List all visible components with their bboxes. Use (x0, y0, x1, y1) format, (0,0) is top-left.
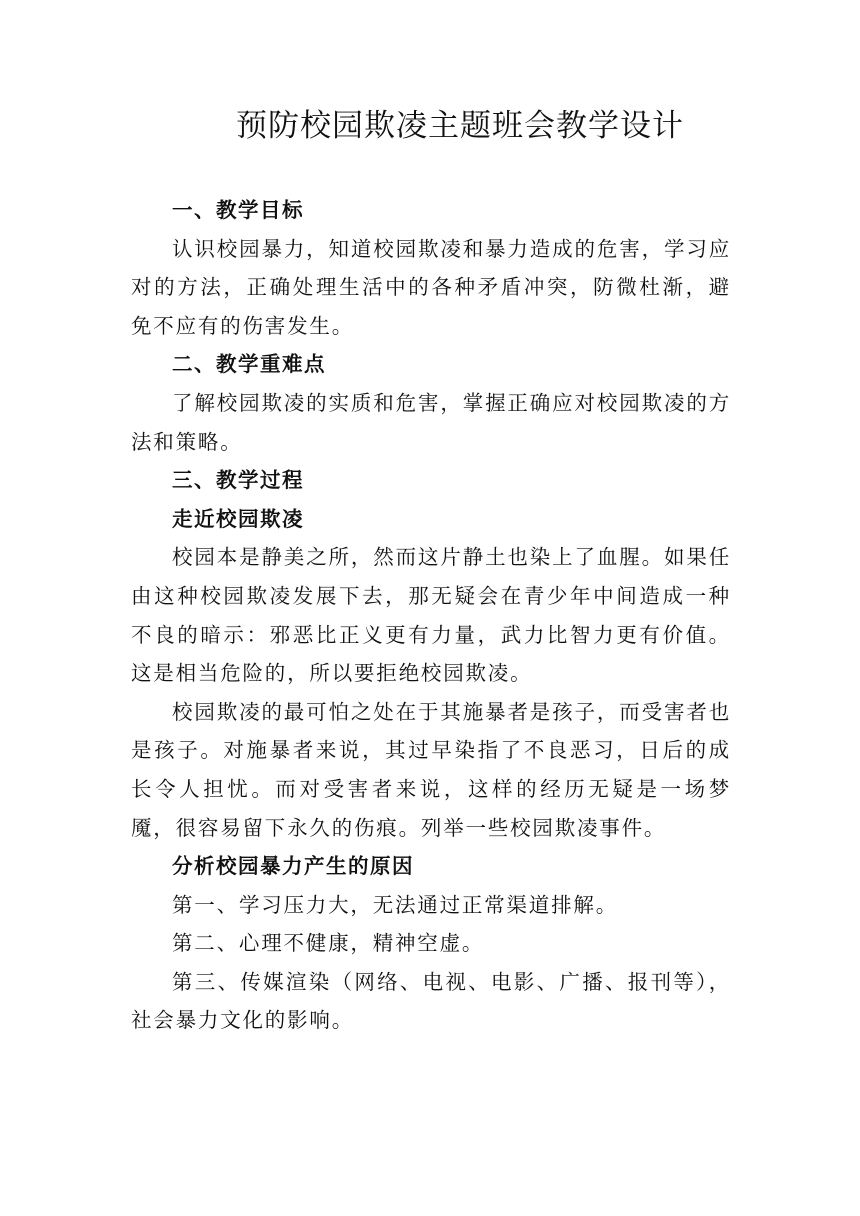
paragraph-goals: 认识校园暴力，知道校园欺凌和暴力造成的危害，学习应对的方法，正确处理生活中的各种矛盾冲突，防微杜渐，避免不应有的伤害发生。 (131, 236, 731, 338)
section-heading-process: 三、教学过程 (172, 468, 304, 493)
document-body (131, 191, 731, 1040)
section-heading-goals: 一、教学目标 (172, 198, 304, 222)
subheading-approach: 走近校园欺凌 (172, 506, 304, 531)
paragraph-key-points: 了解校园欺凌的实质和危害，掌握正确应对校园欺凌的方法和策略。 (131, 390, 731, 454)
paragraph-approach-2: 校园欺凌的最可怕之处在于其施暴者是孩子，而受害者也是孩子。对施暴者来说，其过早染指了不良恶习，日后的成长令人担忧。而对受害者来说，这样的经历无疑是一场梦魇，很容易留下永久的伤痕。列举一些校园欺凌事件。 (131, 699, 731, 840)
document-title: 预防校园欺凌主题班会教学设计 (236, 108, 684, 144)
subheading-causes: 分析校园暴力产生的原因 (172, 854, 414, 879)
paragraph-approach-1: 校园本是静美之所，然而这片静土也染上了血腥。如果任由这种校园欺凌发展下去，那无疑会在青少年中间造成一种不良的暗示：邪恶比正义更有力量，武力比智力更有价值。这是相当危险的，所以要拒绝校园欺凌。 (131, 545, 731, 686)
cause-item-1: 第一、学习压力大，无法通过正常渠道排解。 (172, 892, 618, 917)
cause-item-3: 第三、传媒渲染（网络、电视、电影、广播、报刊等），社会暴力文化的影响。 (131, 969, 731, 1033)
cause-item-2: 第二、心理不健康，精神空虚。 (172, 931, 485, 956)
section-heading-key-points: 二、教学重难点 (172, 352, 326, 377)
